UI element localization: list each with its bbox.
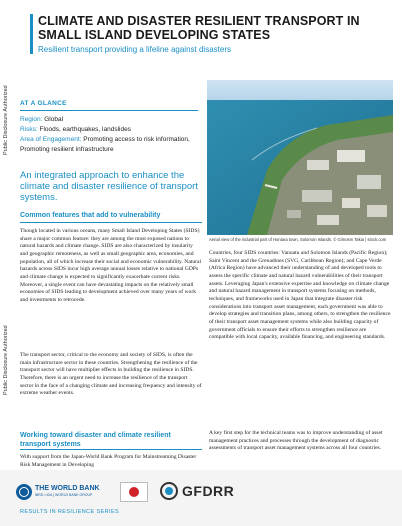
disclosure-label-top: Public Disclosure Authorized [3,85,9,155]
world-bank-subtitle: IBRD • IDA | WORLD BANK GROUP [35,493,93,497]
region-label: Region: [20,116,43,123]
glance-divider [20,110,198,111]
aerial-photo [207,80,393,235]
world-bank-logo [16,484,100,500]
section-resilient-divider [20,449,202,450]
photo-caption: Aerial view of the industrial part of Honiara town, Solomon Islands. © Gimosm Takia | stock.com [209,237,387,242]
disclosure-label-bottom: Public Disclosure Authorized [3,325,9,395]
risks-label: Risks: [20,126,38,133]
risks-value: Floods, earthquakes, landslides [39,126,131,133]
integrated-approach-statement: An integrated approach to enhance the climate and disaster resilience of transport systems. [20,170,198,203]
region-value: Global [44,116,64,123]
right-paragraph-2: A key first step for the technical teams was to improve understanding of asset management practices and processes through the development of diagnostic assessments of transport asset management systems across all four countries. [209,430,383,452]
world-bank-globe-icon [16,484,32,500]
page-title: CLIMATE AND DISASTER RESILIENT TRANSPORT IN SMALL ISLAND DEVELOPING STATES [38,14,360,42]
vulnerability-paragraph-1: Though located in various oceans, many Small Island Developing States (SIDS) share a major common feature: they are among the most exposed nations to natural hazards and climate change. SIDS are also characterized by insularity and geographic remoteness, as well as small geographic area, economies, and population, all of which increase their social and economic vulnerability. Natural hazards across SIDS incur high average annual losses relative to national GDPs and climate change is expected to significantly exacerbate current risks. Moreover, a single event can have devastating impacts on the relatively small economies of SIDS leading to development achieved over many years of work and investments to retrocede. [20,228,202,303]
glance-risks [20,125,202,135]
gfdrr-logo [160,482,234,500]
page-subtitle: Resilient transport providing a lifeline against disasters [38,45,231,54]
series-label: RESULTS IN RESILIENCE SERIES [20,509,120,515]
japan-flag-icon [120,482,148,502]
header [30,14,398,54]
vulnerability-paragraph-2: The transport sector, critical to the economy and society of SIDS, is often the main infrastructure sector in these countries. Strengthening the resilience of the transport sector will have multiplier effects in building the resilience in SIDS. Therefore, there is an urgent need to increase the resilience of the transport sector in the face of a changing climate and increasing frequency and intensity of extreme weather events. [20,352,202,397]
section-resilient-heading: Working toward disaster and climate resilient transport systems [20,432,171,448]
right-paragraph-1: Countries, four SIDS countries: Vanuatu and Solomon Islands (Pacific Region); Saint Vincent and the Grenadines (SVG, Caribbean Region); and Cape Verde (Africa Region) have advanced their understanding of and developed tools to assess the specific climate and natural hazard vulnerabilities of their transport assets. Leveraging Japan's extensive expertise and knowledge on climate change and natural hazard management in transport systems focusing on methods, techniques, and frameworks used in Japan that integrate disaster risk considerations into transport asset management, each government was able to develop strategies and transition plans, among others, to strengthen the resilience of their transport asset management systems while also building capacity of government officials to ensure their efforts to strengthen resilience are compatible with local capacity, available financing, and engineering standards. [209,250,391,341]
area-value: Promoting access to risk information, Promoting resilient infrastructure [20,136,190,153]
glance-heading: AT A GLANCE [20,100,67,107]
area-label: Area of Engagement: [20,136,82,143]
glance-area [20,135,202,155]
world-bank-name: THE WORLD BANK [35,485,100,492]
resilient-paragraph-1: With support from the Japan-World Bank Program for Mainstreaming Disaster Risk Management in Developing [20,454,197,468]
section-vulnerability-heading: Common features that add to vulnerability [20,212,161,219]
glance-box [20,115,202,155]
glance-region [20,115,202,125]
gfdrr-emblem-icon [160,482,178,500]
gfdrr-name: GFDRR [182,483,235,499]
aerial-photo-image [207,80,393,235]
section-vulnerability-divider [20,222,202,223]
